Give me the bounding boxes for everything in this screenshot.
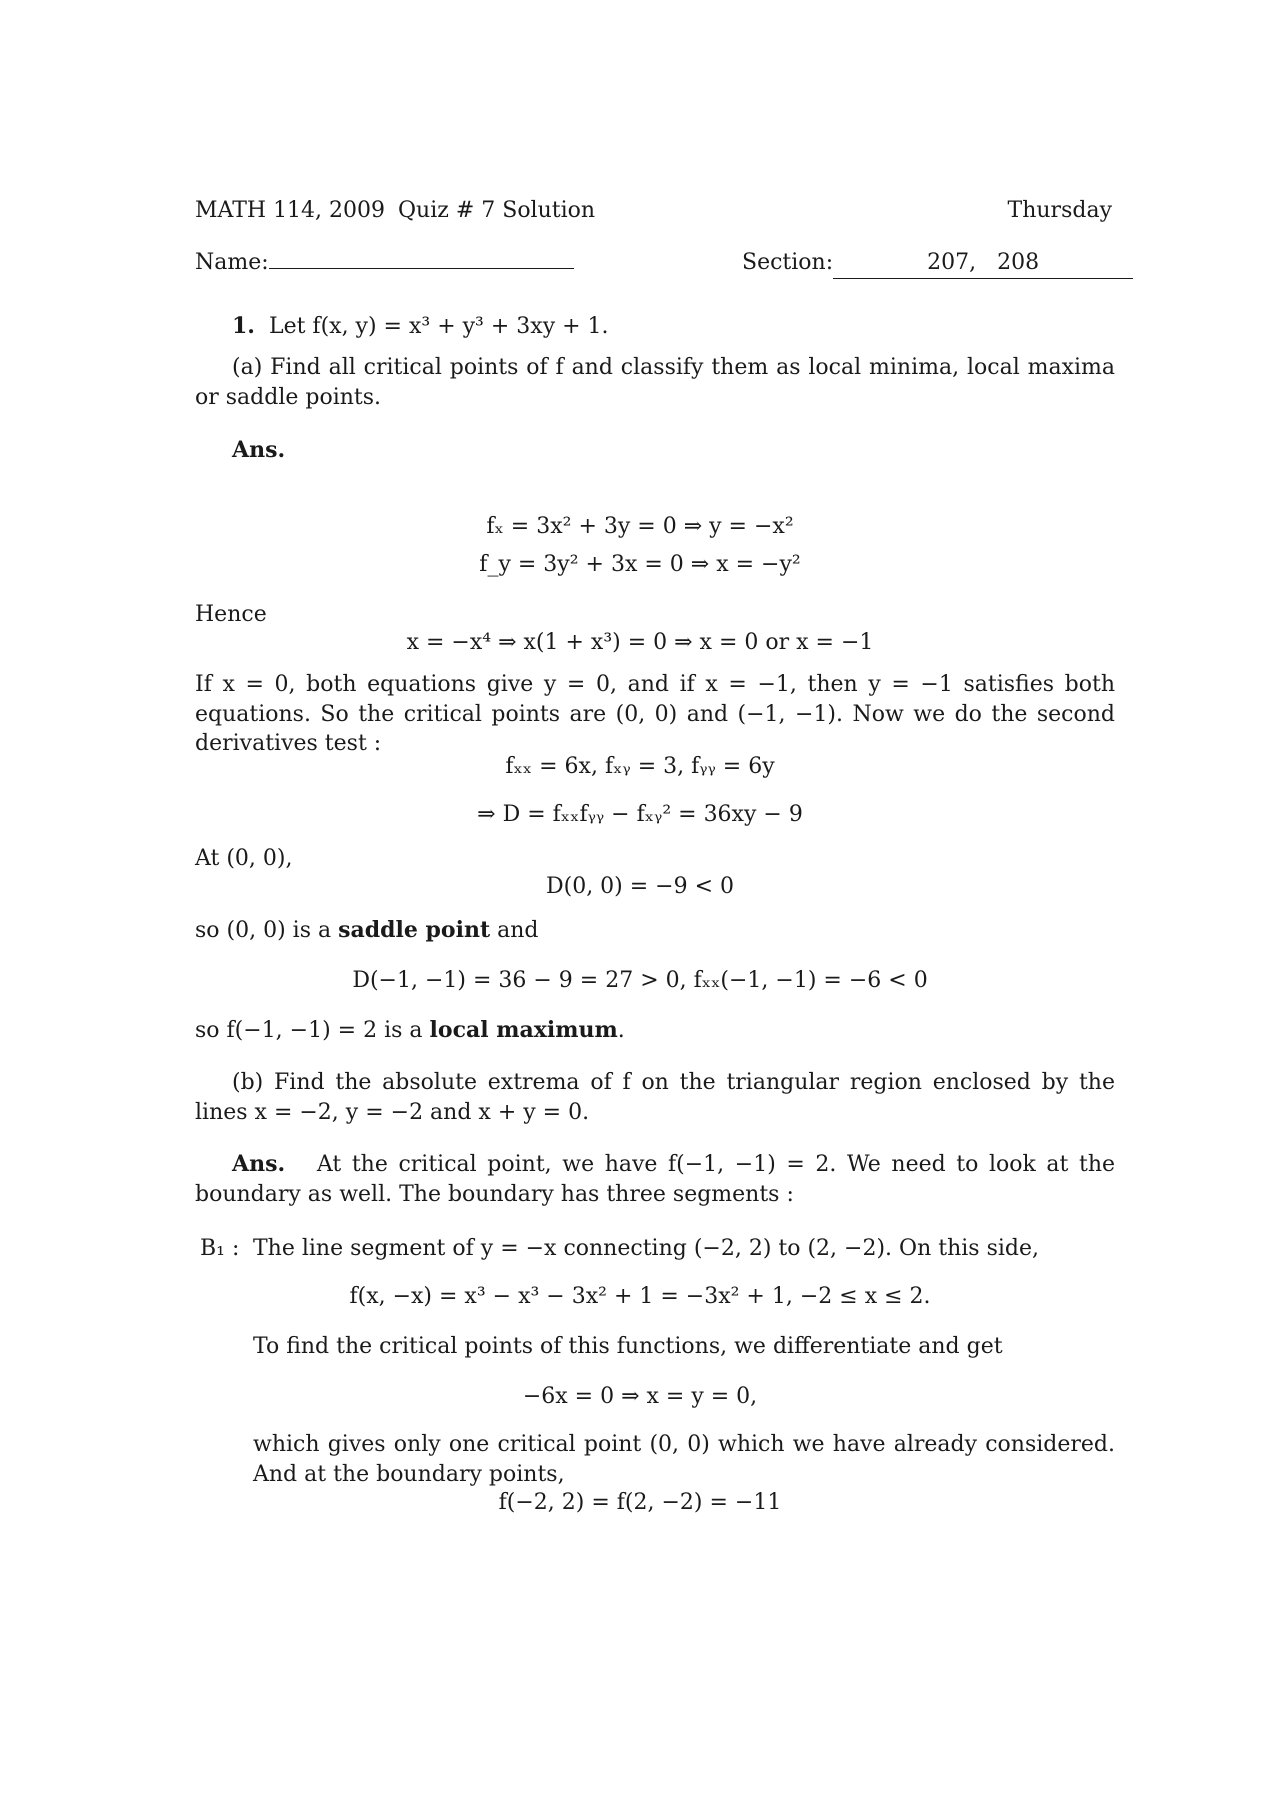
equation-fy: f_y = 3y² + 3x = 0 ⇒ x = −y² [479, 552, 801, 577]
b1-text: The line segment of y = −x connecting (−2, 2) to (2, −2). On this side, [253, 1236, 1039, 1261]
saddle-point-term: saddle point [338, 917, 491, 943]
problem-statement [232, 312, 609, 342]
equation-diff: −6x = 0 ⇒ x = y = 0, [522, 1384, 758, 1409]
equation-D00: D(0, 0) = −9 < 0 [545, 874, 735, 899]
b1-label: B₁ : [200, 1236, 240, 1261]
equation-fx: fₓ = 3x² + 3y = 0 ⇒ y = −x² [486, 514, 794, 539]
b1-text-2: To find the critical points of this functions, we differentiate and get [253, 1334, 1003, 1359]
day-label: Thursday [1007, 198, 1112, 223]
equation-discriminant: ⇒ D = fₓₓfᵧᵧ − fₓᵧ² = 36xy − 9 [477, 802, 803, 827]
quiz-title: Quiz # 7 Solution [398, 198, 596, 223]
section-value: 207, 208 [833, 248, 1133, 279]
equation-second-derivatives: fₓₓ = 6x, fₓᵧ = 3, fᵧᵧ = 6y [505, 754, 775, 779]
equation-b1: f(x, −x) = x³ − x³ − 3x² + 1 = −3x² + 1, −2 ≤ x ≤ 2. [349, 1284, 931, 1309]
saddle-conclusion: so (0, 0) is a saddle point and [195, 917, 539, 943]
equation-x: x = −x⁴ ⇒ x(1 + x³) = 0 ⇒ x = 0 or x = −1 [406, 630, 874, 655]
name-underline [269, 248, 574, 269]
name-field [195, 248, 574, 278]
course-label: MATH 114, 2009 [195, 198, 386, 223]
ans-b-label: Ans. [232, 1151, 286, 1177]
name-label: Name: [195, 250, 269, 275]
section-label: Section: [742, 250, 834, 275]
critical-points-text: If x = 0, both equations give y = 0, and if x = −1, then y = −1 satisfies both equations. So the critical points are (0, 0) and (−1, −1). Now we do the second derivatives test : [195, 672, 1115, 757]
at-origin-label: At (0, 0), [195, 846, 293, 871]
equation-Dm1: D(−1, −1) = 36 − 9 = 27 > 0, fₓₓ(−1, −1) = −6 < 0 [352, 968, 928, 993]
part-a-question: (a) Find all critical points of f and classify them as local minima, local maxima or saddle points. [195, 355, 1115, 410]
equation-boundary: f(−2, 2) = f(2, −2) = −11 [498, 1490, 782, 1515]
part-b-answer: Ans. At the critical point, we have f(−1, −1) = 2. We need to look at the boundary as well. The boundary has three segments : [195, 1151, 1116, 1207]
section-field [742, 248, 1133, 279]
b1-text-3: which gives only one critical point (0, 0) which we have already considered. And at the boundary points, [253, 1432, 1115, 1487]
problem-text: Let f(x, y) = x³ + y³ + 3xy + 1. [268, 314, 609, 339]
problem-number: 1. [232, 313, 255, 339]
hence-label: Hence [195, 602, 267, 627]
ans-label: Ans. [232, 437, 286, 463]
part-b-question: (b) Find the absolute extrema of f on the triangular region enclosed by the lines x = −2, y = −2 and x + y = 0. [195, 1070, 1115, 1125]
local-maximum-term: local maximum [429, 1017, 618, 1043]
max-conclusion: so f(−1, −1) = 2 is a local maximum. [195, 1017, 625, 1043]
